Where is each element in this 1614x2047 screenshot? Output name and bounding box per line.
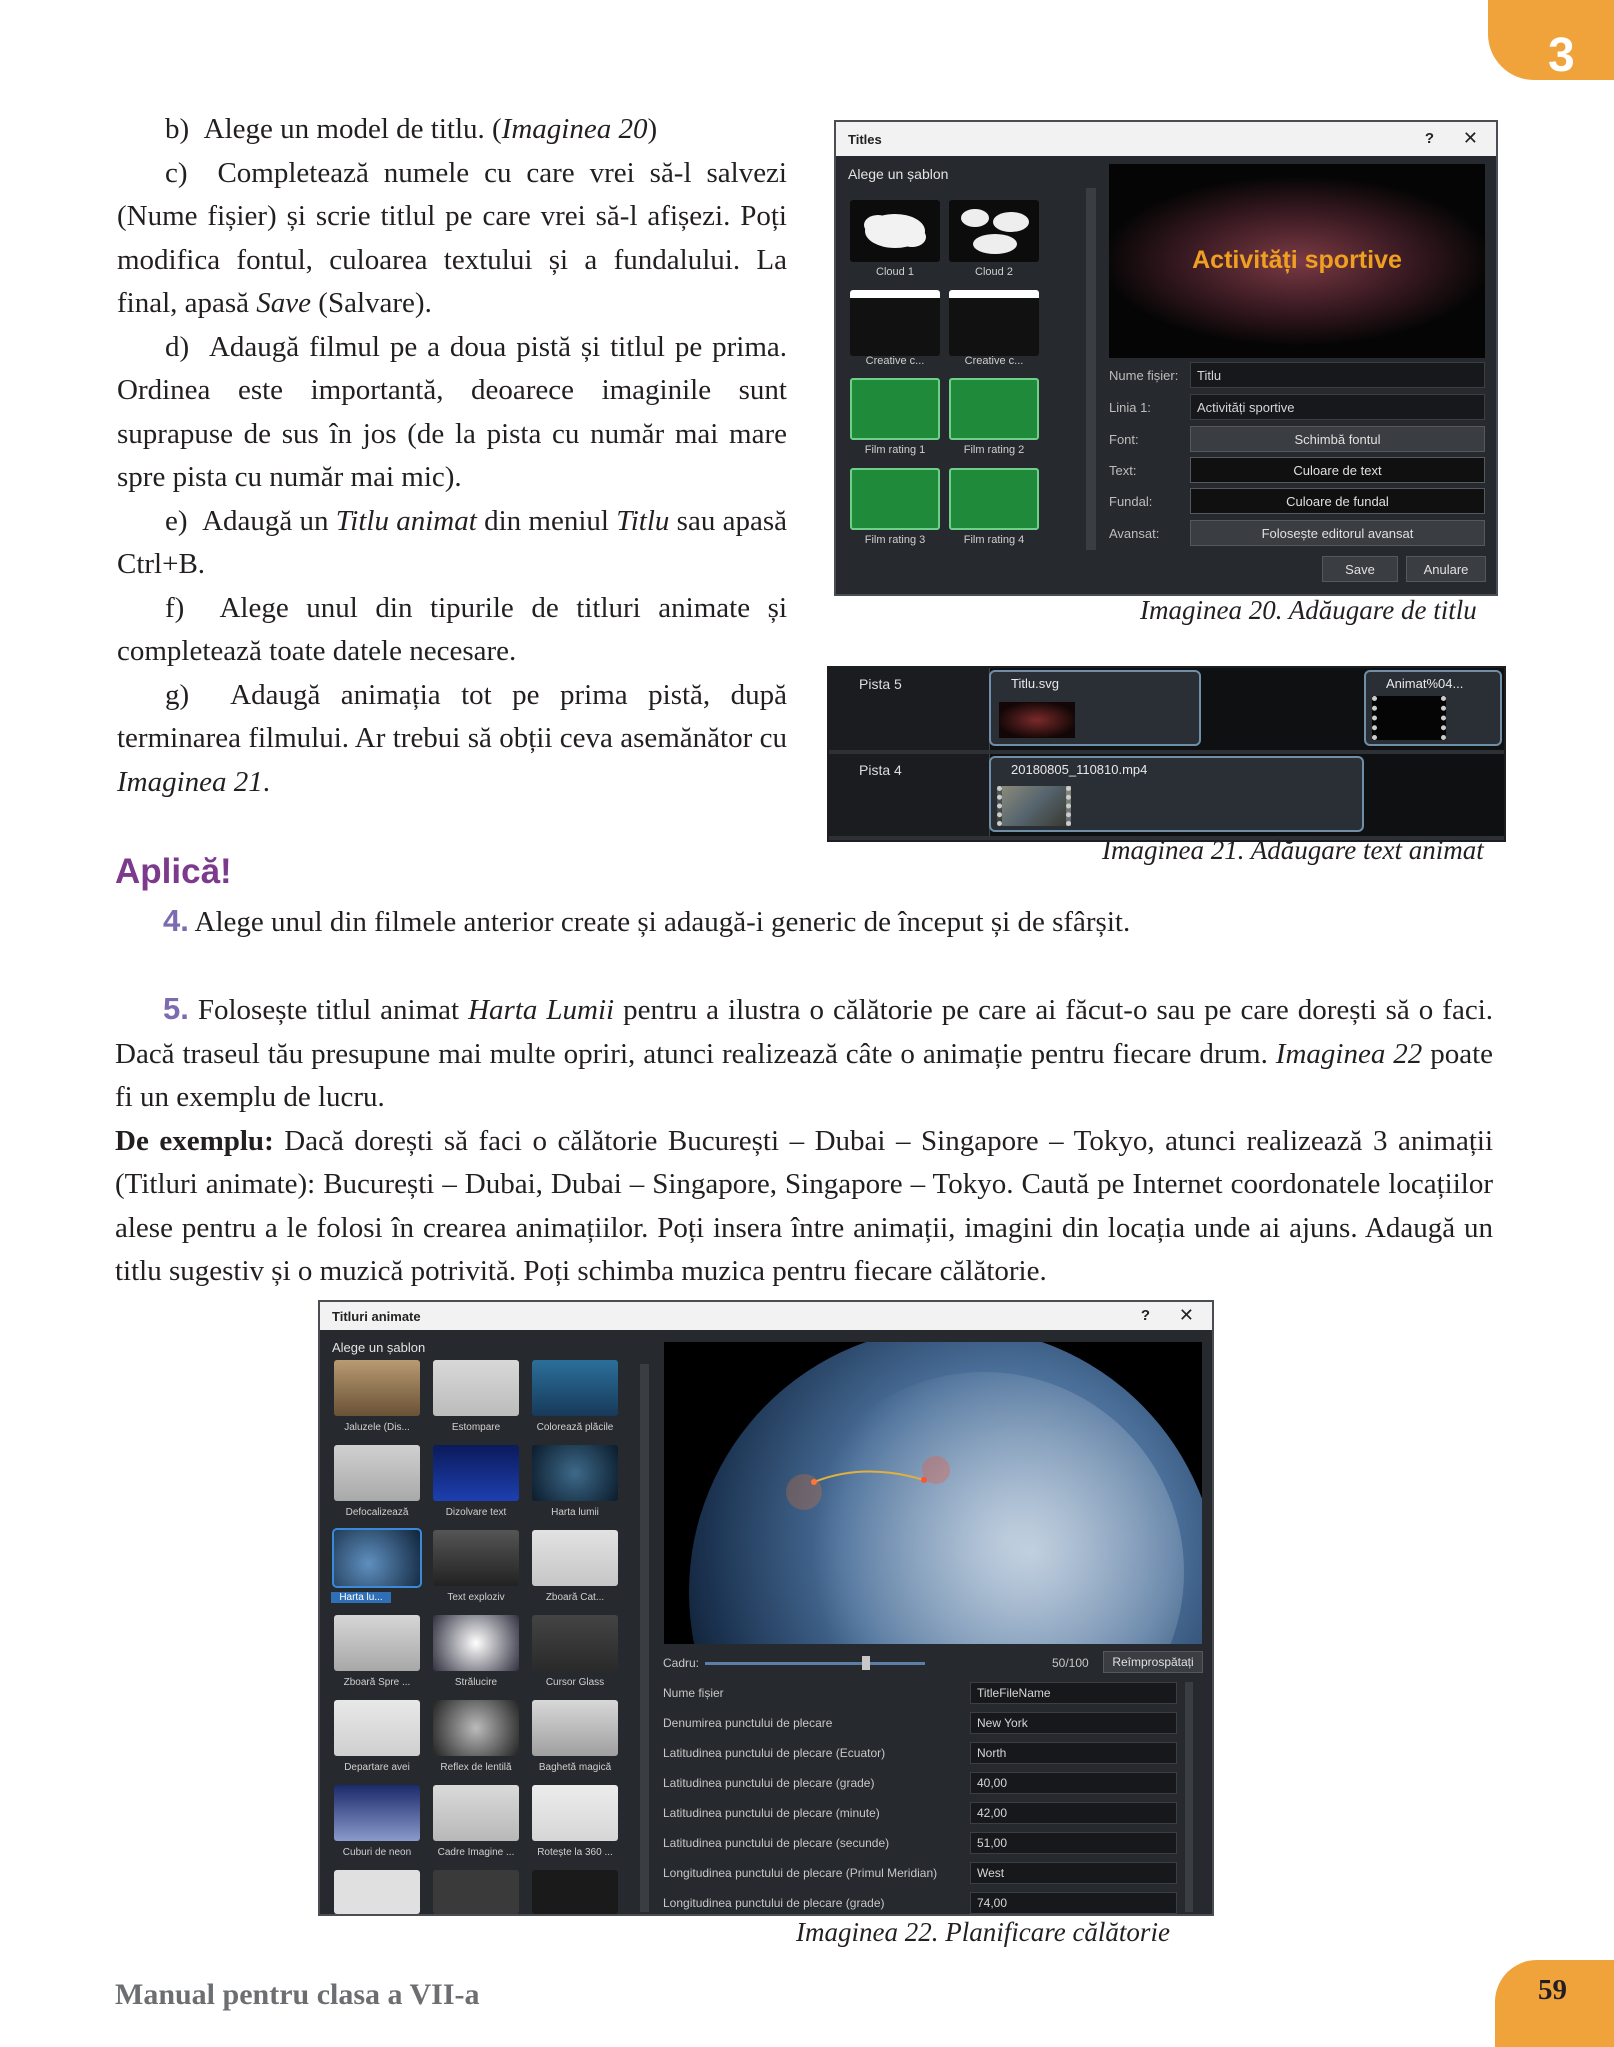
template-label: Cloud 1 — [876, 266, 914, 278]
chapter-number: 3 — [1548, 29, 1575, 82]
titles-dialog — [834, 120, 1498, 596]
template-label: Harta lumii — [551, 1507, 599, 1518]
titles-dialog-titlebar — [836, 122, 1496, 156]
page-number: 59 — [1538, 1974, 1567, 2006]
template-thumbnail[interactable] — [334, 1785, 420, 1841]
template-creative-2[interactable] — [949, 290, 1039, 356]
template-label: Film rating 1 — [864, 444, 926, 456]
fig22-caption: Imaginea 22. Planificare călătorie — [796, 1917, 1170, 1947]
template-thumbnail[interactable] — [532, 1870, 618, 1914]
font-label: Font: — [1109, 432, 1139, 447]
property-value-input[interactable]: West — [970, 1862, 1177, 1884]
track-name: Pista 5 — [829, 668, 990, 750]
timeline — [827, 666, 1506, 842]
property-value-input[interactable]: 74,00 — [970, 1892, 1177, 1914]
advanced-label: Avansat: — [1109, 526, 1160, 541]
template-label: Film rating 4 — [963, 534, 1025, 546]
template-thumbnail[interactable] — [433, 1360, 519, 1416]
exercise-4: 4. Alege unul din filmele anterior create și adaugă-i generic de început și de sfârșit. — [163, 903, 1131, 938]
fig20-caption: Imaginea 20. Adăugare de titlu — [1140, 595, 1477, 625]
template-thumbnail[interactable] — [532, 1445, 618, 1501]
template-scrollbar[interactable] — [1086, 188, 1096, 550]
template-label: Cadre Imagine ... — [437, 1847, 515, 1858]
fig21-caption: Imaginea 21. Adăugare text animat — [1102, 835, 1484, 865]
template-thumbnail[interactable] — [532, 1615, 618, 1671]
apply-heading: Aplică! — [115, 852, 232, 891]
filename-label: Nume fișier: — [1109, 368, 1179, 383]
text-color-label: Text: — [1109, 463, 1137, 478]
cloud-thumbnail-icon — [850, 200, 940, 262]
window-title: Titles — [848, 132, 882, 147]
template-label: Creative c... — [865, 355, 925, 367]
template-label: Rotește la 360 ... — [537, 1847, 613, 1858]
template-label: Cuburi de neon — [342, 1847, 412, 1858]
clip-thumbnail — [1372, 696, 1446, 740]
template-label: Reflex de lentilă — [440, 1762, 512, 1773]
template-cloud-1[interactable] — [850, 200, 940, 262]
map-preview — [664, 1342, 1202, 1644]
background-color-button[interactable]: Culoare de fundal — [1190, 488, 1485, 514]
frame-slider[interactable] — [705, 1662, 925, 1665]
template-thumbnail[interactable] — [532, 1785, 618, 1841]
template-label: Baghetă magică — [538, 1762, 612, 1773]
template-label: Creative c... — [964, 355, 1024, 367]
track-name: Pista 4 — [829, 754, 990, 836]
template-thumbnail[interactable] — [433, 1785, 519, 1841]
help-button[interactable]: ? — [1140, 1307, 1150, 1324]
clip-animated-title[interactable]: Animat%04... — [1364, 670, 1502, 746]
line1-label: Linia 1: — [1109, 400, 1151, 415]
step-b: b) Alege un model de titlu. (Imaginea 20) — [165, 113, 658, 145]
property-label: Latitudinea punctului de plecare (Ecuator) — [663, 1746, 886, 1760]
step-d: d) Adaugă filmul pe a doua pistă și titlul pe prima. Ordinea este importantă, deoarece imaginile sunt suprapuse de sus în jos (de la pista cu număr mai mare spre pista cu număr mai mic). — [117, 330, 787, 493]
help-button[interactable]: ? — [1424, 130, 1434, 147]
property-value-input[interactable]: 40,00 — [970, 1772, 1177, 1794]
close-button[interactable]: ✕ — [1178, 1305, 1194, 1325]
title-preview — [1109, 164, 1485, 358]
template-label: Film rating 2 — [963, 444, 1025, 456]
template-thumbnail[interactable] — [433, 1530, 519, 1586]
template-thumbnail[interactable] — [433, 1445, 519, 1501]
template-thumbnail[interactable] — [532, 1700, 618, 1756]
template-thumbnail[interactable] — [433, 1870, 519, 1914]
text-color-button[interactable]: Culoare de text — [1190, 457, 1485, 483]
background-label: Fundal: — [1109, 494, 1153, 509]
template-creative-1[interactable] — [850, 290, 940, 356]
animated-titles-dialog — [318, 1300, 1214, 1916]
frame-value: 50/100 — [1052, 1656, 1089, 1670]
example-label: De exemplu: — [115, 1124, 274, 1157]
refresh-button[interactable]: Reîmprospătați — [1103, 1651, 1203, 1673]
property-value-input[interactable]: TitleFileName — [970, 1682, 1177, 1704]
property-label: Denumirea punctului de plecare — [663, 1716, 833, 1730]
property-value-input[interactable]: 51,00 — [970, 1832, 1177, 1854]
clip-thumbnail — [997, 786, 1071, 826]
step-f: f) Alege unul din tipurile de titluri animate și completează toate datele necesare. — [117, 591, 788, 667]
template-thumbnail[interactable] — [334, 1530, 420, 1586]
choose-template-label: Alege un șablon — [332, 1340, 426, 1355]
animated-titles-titlebar — [320, 1302, 1212, 1330]
template-thumbnail[interactable] — [334, 1360, 420, 1416]
properties-scrollbar[interactable] — [1185, 1682, 1193, 1912]
template-thumbnail[interactable] — [433, 1700, 519, 1756]
template-label: Zboară Spre ... — [343, 1677, 411, 1688]
steps-column — [117, 108, 787, 804]
change-font-button[interactable]: Schimbă fontul — [1190, 426, 1485, 452]
step-g: g) Adaugă animația tot pe prima pistă, după terminarea filmului. Ar trebui să obții ceva asemănător cu Imaginea 21. — [117, 678, 788, 798]
exercise-number: 4. — [163, 903, 189, 938]
template-film-rating-3[interactable] — [850, 468, 940, 530]
track-pista-5 — [829, 668, 1504, 750]
template-cloud-2[interactable] — [949, 200, 1039, 262]
exercise-number: 5. — [163, 991, 189, 1026]
save-button[interactable]: Save — [1322, 556, 1398, 582]
property-label: Latitudinea punctului de plecare (minute) — [663, 1806, 880, 1820]
step-c: c) Completează numele cu care vrei să-l salvezi (Nume fișier) și scrie titlul pe care vrei să-l afișezi. Poți modifica fontul, culoarea textului și a fundalului. La final, apasă Save (Salvare). — [117, 156, 787, 319]
filename-input[interactable]: Titlu — [1190, 362, 1485, 388]
template-thumbnail[interactable] — [334, 1615, 420, 1671]
template-label: Colorează plăcile — [536, 1422, 614, 1433]
property-value-input[interactable]: 42,00 — [970, 1802, 1177, 1824]
property-value-input[interactable]: North — [970, 1742, 1177, 1764]
property-value-input[interactable]: New York — [970, 1712, 1177, 1734]
advanced-editor-button[interactable]: Folosește editorul avansat — [1190, 520, 1485, 546]
track-pista-4 — [829, 754, 1504, 836]
template-thumbnail[interactable] — [334, 1700, 420, 1756]
template-thumbnail[interactable] — [433, 1615, 519, 1671]
exercise-5: 5. Folosește titlul animat Harta Lumii pentru a ilustra o călătorie pe care ai făcut-o sau pe care dorești să o faci. Dacă traseul tău presupune mai multe opriri, atunci realizează câte o animație pentru fiecare drum. Imaginea 22 poate fi un exemplu de lucru. De exemplu: Dacă dorești să faci o călătorie București – Dubai – Singapore – Tokyo, atunci realizează 3 animații (Titluri animate): București – Dubai, Dubai – Singapore, Singapore – Tokyo. Caută pe Internet coordonatele locațiilor alese pentru a le folosi în crearea animațiilor. Poți insera între animații, imagini din locația unde ai ajuns. Adaugă un titlu sugestiv și o muzică potrivită. Poți schimba muzica pentru fiecare călătorie. — [115, 991, 1494, 1287]
frame-slider-handle[interactable] — [862, 1656, 870, 1670]
line1-input[interactable]: Activități sportive — [1190, 394, 1485, 420]
template-thumbnail[interactable] — [334, 1870, 420, 1914]
template-label: Cursor Glass — [545, 1677, 605, 1688]
template-film-rating-2[interactable] — [949, 378, 1039, 440]
clip-title-svg[interactable]: Titlu.svg — [989, 670, 1201, 746]
template-thumbnail[interactable] — [532, 1530, 618, 1586]
choose-template-label: Alege un șablon — [848, 166, 949, 182]
clip-video[interactable]: 20180805_110810.mp4 — [989, 756, 1364, 832]
template-film-rating-1[interactable] — [850, 378, 940, 440]
template-film-rating-4[interactable] — [949, 468, 1039, 530]
cloud-thumbnail-icon — [949, 200, 1039, 262]
template-label: Estompare — [451, 1422, 501, 1433]
close-button[interactable]: ✕ — [1462, 128, 1478, 148]
template-label: Dizolvare text — [445, 1507, 507, 1518]
cancel-button[interactable]: Anulare — [1406, 556, 1486, 582]
footer-title: Manual pentru clasa a VII-a — [115, 1978, 480, 2011]
template-label: Departare avei — [344, 1762, 410, 1773]
preview-text: Activități sportive — [1192, 246, 1402, 274]
frame-label: Cadru: — [663, 1656, 700, 1670]
chapter-tab — [1488, 0, 1614, 80]
template-label: Film rating 3 — [864, 534, 926, 546]
template-label: Cloud 2 — [975, 266, 1013, 278]
template-label: Zboară Cat... — [545, 1592, 605, 1603]
template-label: Defocalizează — [345, 1507, 409, 1518]
template-scrollbar[interactable] — [640, 1364, 649, 1912]
window-title: Titluri animate — [332, 1309, 421, 1324]
globe-preview-icon — [664, 1342, 1202, 1644]
template-thumbnail[interactable] — [532, 1360, 618, 1416]
property-label: Nume fișier — [663, 1686, 724, 1700]
template-label: Jaluzele (Dis... — [344, 1422, 410, 1433]
template-label: Strălucire — [454, 1677, 498, 1688]
property-label: Latitudinea punctului de plecare (secunde) — [663, 1836, 890, 1850]
property-label: Latitudinea punctului de plecare (grade) — [663, 1776, 875, 1790]
property-label: Longitudinea punctului de plecare (grade) — [663, 1896, 885, 1910]
clip-thumbnail — [999, 702, 1075, 738]
template-label: Text exploziv — [447, 1592, 505, 1603]
property-label: Longitudinea punctului de plecare (Primul Meridian) — [663, 1866, 938, 1880]
step-e: e) Adaugă un Titlu animat din meniul Titlu sau apasă Ctrl+B. — [117, 504, 788, 580]
template-thumbnail[interactable] — [334, 1445, 420, 1501]
template-label: Harta lu... — [331, 1592, 391, 1603]
